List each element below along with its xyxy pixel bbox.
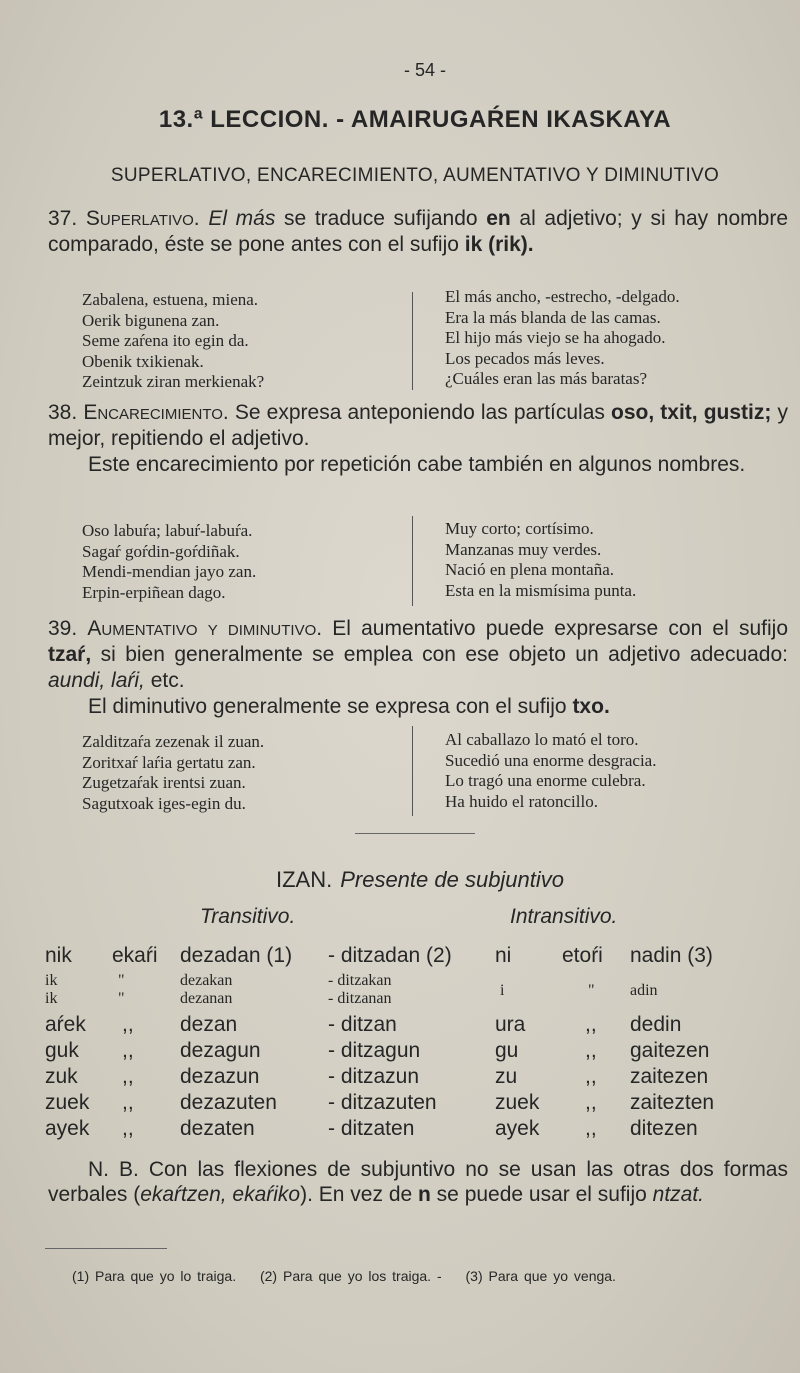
conj-cell-p: ik [45, 972, 58, 989]
conj-cell-iq: " [588, 982, 595, 999]
examples-37-spanish [445, 287, 775, 390]
conj-cell-f: dezaten [180, 1117, 255, 1140]
conj-cell-if: zaitezen [630, 1065, 709, 1088]
conj-cell-p: nik [45, 944, 72, 967]
conj-cell-iq: ,, [585, 1039, 597, 1062]
examples-37-basque [82, 290, 402, 393]
column-divider [412, 292, 413, 390]
example-es: Lo tragó una enorme culebra. [445, 771, 646, 790]
examples-38-basque [82, 521, 402, 603]
conj-cell-f2: - ditzadan (2) [328, 944, 452, 967]
example-eu: Zoritxaŕ laŕia gertatu zan. [82, 752, 256, 772]
column-divider [412, 516, 413, 606]
example-es: Manzanas muy verdes. [445, 539, 602, 559]
bold-term: en [486, 207, 511, 230]
conj-cell-f: dezanan [180, 990, 233, 1007]
conj-cell-if: nadin (3) [630, 944, 713, 967]
text: etc. [144, 669, 185, 692]
conj-cell-p: ik [45, 990, 58, 1007]
section-39 [48, 616, 788, 720]
conj-cell-iq: etoŕi [562, 944, 603, 967]
section-37 [48, 206, 788, 258]
conj-cell-f: dezakan [180, 972, 233, 989]
lesson-title: 13.ª LECCION. - AMAIRUGAŔEN IKASKAYA [158, 106, 672, 133]
footnote-rule [45, 1248, 167, 1249]
italic-term: ekaŕtzen, ekaŕiko [140, 1183, 301, 1206]
conj-cell-f: dezagun [180, 1039, 261, 1062]
conj-cell-iq: ,, [585, 1091, 597, 1114]
conj-cell-q: ,, [122, 1117, 134, 1140]
text: Este encarecimiento por repetición cabe también en algunos nombres. [88, 453, 746, 476]
conj-cell-if: adin [630, 982, 658, 999]
conj-cell-if: dedin [630, 1013, 682, 1036]
conj-cell-if: gaitezen [630, 1039, 710, 1062]
section-number: 39. [48, 617, 78, 640]
bold-term: tzaŕ, [48, 643, 92, 666]
separator-rule [355, 833, 475, 834]
conj-cell-f2: - ditzanan [328, 990, 392, 1007]
conj-cell-f2: - ditzazun [328, 1065, 420, 1088]
bold-term: ik (rik). [464, 233, 534, 256]
section-number: 37. [48, 207, 78, 230]
text: El diminutivo generalmente se expresa con el sufijo [88, 695, 573, 718]
italic-term: El más [208, 207, 276, 230]
conj-cell-if: ditezen [630, 1117, 698, 1140]
conj-cell-f2: - ditzazuten [328, 1091, 437, 1114]
conj-cell-q: " [118, 972, 125, 989]
example-eu: Oso labuŕa; labuŕ-labuŕa. [82, 521, 253, 540]
conj-cell-q: ,, [122, 1039, 134, 1062]
text: El aumentativo puede expresarse con el sufijo [322, 617, 788, 640]
conj-cell-p: guk [45, 1039, 79, 1062]
italic-term: ntzat. [652, 1183, 705, 1206]
section-38 [48, 400, 788, 478]
conj-cell-if: zaitezten [630, 1091, 715, 1114]
example-eu: Sagutxoak iges-egin du. [82, 793, 246, 813]
conj-cell-p: zuek [45, 1091, 90, 1114]
example-es: El más ancho, -estrecho, -delgado. [445, 287, 680, 306]
conj-cell-q: ,, [122, 1013, 134, 1036]
conj-cell-ip: zu [495, 1065, 518, 1088]
example-eu: Zugetzaŕak irentsi zuan. [82, 773, 246, 792]
example-es: Sucedió una enorme desgracia. [445, 750, 657, 770]
example-eu: Zeintzuk ziran merkienak? [82, 372, 265, 391]
conj-cell-p: ayek [45, 1117, 90, 1140]
example-eu: Sagaŕ goŕdin-goŕdiñak. [82, 541, 240, 561]
text: N. B. Con las flexiones de subjuntivo no se usan las otras dos formas verbales ( [48, 1158, 788, 1206]
tense-name: Presente de subjuntivo [340, 867, 565, 892]
conj-cell-f: dezan [180, 1013, 238, 1036]
text: si bien generalmente se emplea con ese objeto un adjetivo adecuado: [91, 643, 788, 666]
conj-cell-iq: ,, [585, 1013, 597, 1036]
example-es: Nació en plena montaña. [445, 560, 614, 579]
example-eu: Seme zaŕena ito egin da. [82, 331, 249, 350]
transitive-label: Transitivo. [200, 905, 296, 928]
example-eu: Mendi-mendian jayo zan. [82, 562, 257, 581]
conj-cell-iq: ,, [585, 1117, 597, 1140]
conj-cell-q: ,, [122, 1091, 134, 1114]
bold-term: txo. [572, 695, 610, 718]
example-es: Era la más blanda de las camas. [445, 307, 661, 327]
conj-cell-p: aŕek [45, 1013, 86, 1036]
example-es: Los pecados más leves. [445, 348, 605, 368]
example-es: El hijo más viejo se ha ahogado. [445, 328, 666, 347]
bold-term: oso, txit, gustiz; [611, 401, 772, 424]
examples-39-basque [82, 732, 402, 814]
conj-cell-f2: - ditzan [328, 1013, 397, 1036]
conj-cell-f: dezazun [180, 1065, 260, 1088]
intransitive-label: Intransitivo. [510, 905, 618, 928]
example-es: Muy corto; cortísimo. [445, 519, 594, 538]
conj-cell-ip: ni [495, 944, 512, 967]
example-eu: Obenik txikienak. [82, 351, 204, 371]
examples-38-spanish [445, 519, 775, 601]
text: se puede usar el sufijo [430, 1183, 653, 1206]
conj-cell-ip: ayek [495, 1117, 540, 1140]
conj-cell-f: dezadan (1) [180, 944, 293, 967]
conj-cell-ip: i [500, 982, 505, 999]
text: ). En vez de [300, 1183, 419, 1206]
examples-39-spanish [445, 730, 775, 812]
footnote: (2) Para que yo los traiga. - [259, 1268, 442, 1284]
footnote: (3) Para que yo venga. [465, 1268, 616, 1284]
conjugation-heading [0, 867, 800, 893]
conj-cell-ip: gu [495, 1039, 519, 1062]
text: Se expresa anteponiendo las partículas [228, 401, 611, 424]
example-es: Esta en la mismísima punta. [445, 580, 637, 600]
example-es: Al caballazo lo mató el toro. [445, 730, 639, 749]
conj-cell-p: zuk [45, 1065, 78, 1088]
section-number: 38. [48, 401, 78, 424]
text: y mejor, repitiendo el adjetivo. [48, 401, 789, 450]
example-eu: Oerik bigunena zan. [82, 310, 220, 330]
example-es: Ha huido el ratoncillo. [445, 791, 598, 811]
section-heading: Encarecimiento. [83, 401, 229, 424]
conj-cell-q: ekaŕi [112, 944, 158, 967]
verb-name: IZAN. [275, 867, 333, 892]
nota-bene [48, 1157, 788, 1207]
example-eu: Zalditzaŕa zezenak il zuan. [82, 732, 265, 751]
italic-term: aundi, laŕi, [48, 669, 145, 692]
text: se traduce sufijando [275, 207, 487, 230]
conj-cell-f: dezazuten [180, 1091, 277, 1114]
conj-cell-q: " [118, 990, 125, 1007]
conj-cell-ip: zuek [495, 1091, 540, 1114]
conj-cell-f2: - ditzaten [328, 1117, 415, 1140]
text: al adjetivo; y si hay nombre comparado, éste se pone antes con el sufijo [48, 207, 789, 256]
conj-cell-iq: ,, [585, 1065, 597, 1088]
section-heading: Aumentativo y diminutivo. [87, 617, 323, 640]
footnote: (1) Para que yo lo traiga. [72, 1268, 237, 1284]
section-heading: Superlativo. [85, 207, 200, 230]
lesson-subtitle: SUPERLATIVO, ENCARECIMIENTO, AUMENTATIVO Y DIMINUTIVO [110, 165, 720, 186]
conj-cell-q: ,, [122, 1065, 134, 1088]
footnotes [72, 1268, 792, 1284]
page-number: - 54 - [403, 60, 446, 80]
bold-term: n [418, 1183, 431, 1206]
example-eu: Zabalena, estuena, miena. [82, 290, 259, 309]
conj-cell-ip: ura [495, 1013, 526, 1036]
column-divider [412, 726, 413, 816]
conj-cell-f2: - ditzagun [328, 1039, 421, 1062]
example-eu: Erpin-erpiñean dago. [82, 582, 226, 602]
conj-cell-f2: - ditzakan [328, 972, 392, 989]
example-es: ¿Cuáles eran las más baratas? [445, 369, 648, 388]
